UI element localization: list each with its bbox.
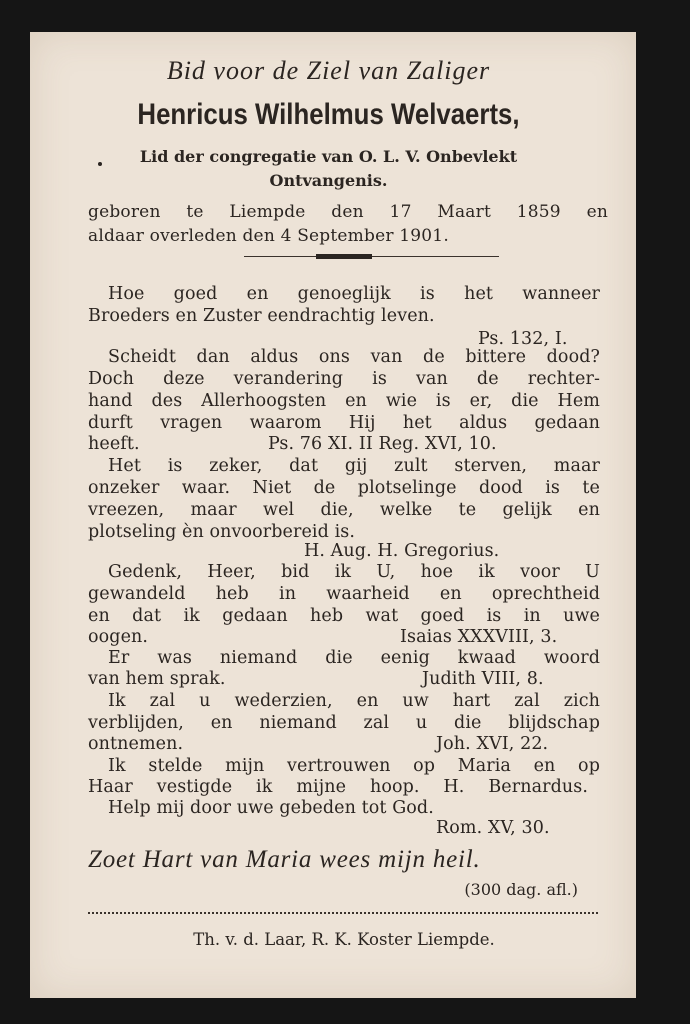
body-line: Hoe goed en genoeglijk is het wanneer <box>108 284 600 304</box>
body-line: Ik stelde mijn vertrouwen op Maria en op <box>108 756 600 776</box>
congregation-line-1: Lid der congregatie van O. L. V. Onbevlekt <box>139 147 518 166</box>
printer-credit: Th. v. d. Laar, R. K. Koster Liempde. <box>193 930 495 949</box>
scripture-reference: Rom. XV, 30. <box>436 818 550 838</box>
body-line: Er was niemand die eenig kwaad woord <box>108 648 600 668</box>
congregation-line-2: Ontvangenis. <box>269 171 388 190</box>
body-line: Ik zal u wederzien, en uw hart zal zich <box>108 691 600 711</box>
body-line: Het is zeker, dat gij zult sterven, maar <box>108 456 600 476</box>
scripture-reference: Joh. XVI, 22. <box>436 734 549 754</box>
body-line: onzeker waar. Niet de plotselinge dood is te <box>88 478 600 498</box>
body-line: Help mij door uwe gebeden tot God. <box>108 798 434 818</box>
born-line-2: aldaar overleden den 4 September 1901. <box>88 226 449 246</box>
born-line-1: geboren te Liempde den 17 Maart 1859 en <box>88 202 608 222</box>
body-line: gewandeld heb in waarheid en oprechtheid <box>88 584 600 604</box>
scripture-reference: Isaias XXXVIII, 3. <box>400 627 558 647</box>
dotted-divider <box>88 912 598 914</box>
body-line: verblijden, en niemand zal u die blijdschap <box>88 713 600 733</box>
body-line: ontnemen. <box>88 734 184 754</box>
body-line: vreezen, maar wel die, welke te gelijk en <box>88 500 600 520</box>
body-line: en dat ik gedaan heb wat goed is in uwe <box>88 606 600 626</box>
scripture-reference: Ps. 76 XI. II Reg. XVI, 10. <box>268 434 497 454</box>
scripture-reference: Judith VIII, 8. <box>422 669 544 689</box>
deceased-name: Henricus Wilhelmus Welvaerts, <box>137 98 520 131</box>
body-line: van hem sprak. <box>88 669 226 689</box>
body-line: Haar vestigde ik mijne hoop. H. Bernardus. <box>88 777 588 797</box>
saint-reference: H. Aug. H. Gregorius. <box>304 541 500 561</box>
scripture-reference: Ps. 132, I. <box>478 329 568 349</box>
body-line: hand des Allerhoogsten en wie is er, die Hem <box>88 391 600 411</box>
prayer-heading: Bid voor de Ziel van Zaliger <box>166 56 491 85</box>
body-line: Doch deze verandering is van de rechter- <box>88 369 600 389</box>
body-line: Gedenk, Heer, bid ik U, hoe ik voor U <box>108 562 600 582</box>
body-line: durft vragen waarom Hij het aldus gedaan <box>88 413 600 433</box>
ornament-bar <box>316 254 372 259</box>
body-line: plotseling èn onvoorbereid is. <box>88 522 356 542</box>
body-line: oogen. <box>88 627 149 647</box>
body-line: Scheidt dan aldus ons van de bittere dood? <box>108 347 600 367</box>
indulgence-note: (300 dag. afl.) <box>464 880 578 899</box>
invocation: Zoet Hart van Maria wees mijn heil. <box>88 846 481 873</box>
body-line: heeft. <box>88 434 140 454</box>
body-line: Broeders en Zuster eendrachtig leven. <box>88 306 435 326</box>
